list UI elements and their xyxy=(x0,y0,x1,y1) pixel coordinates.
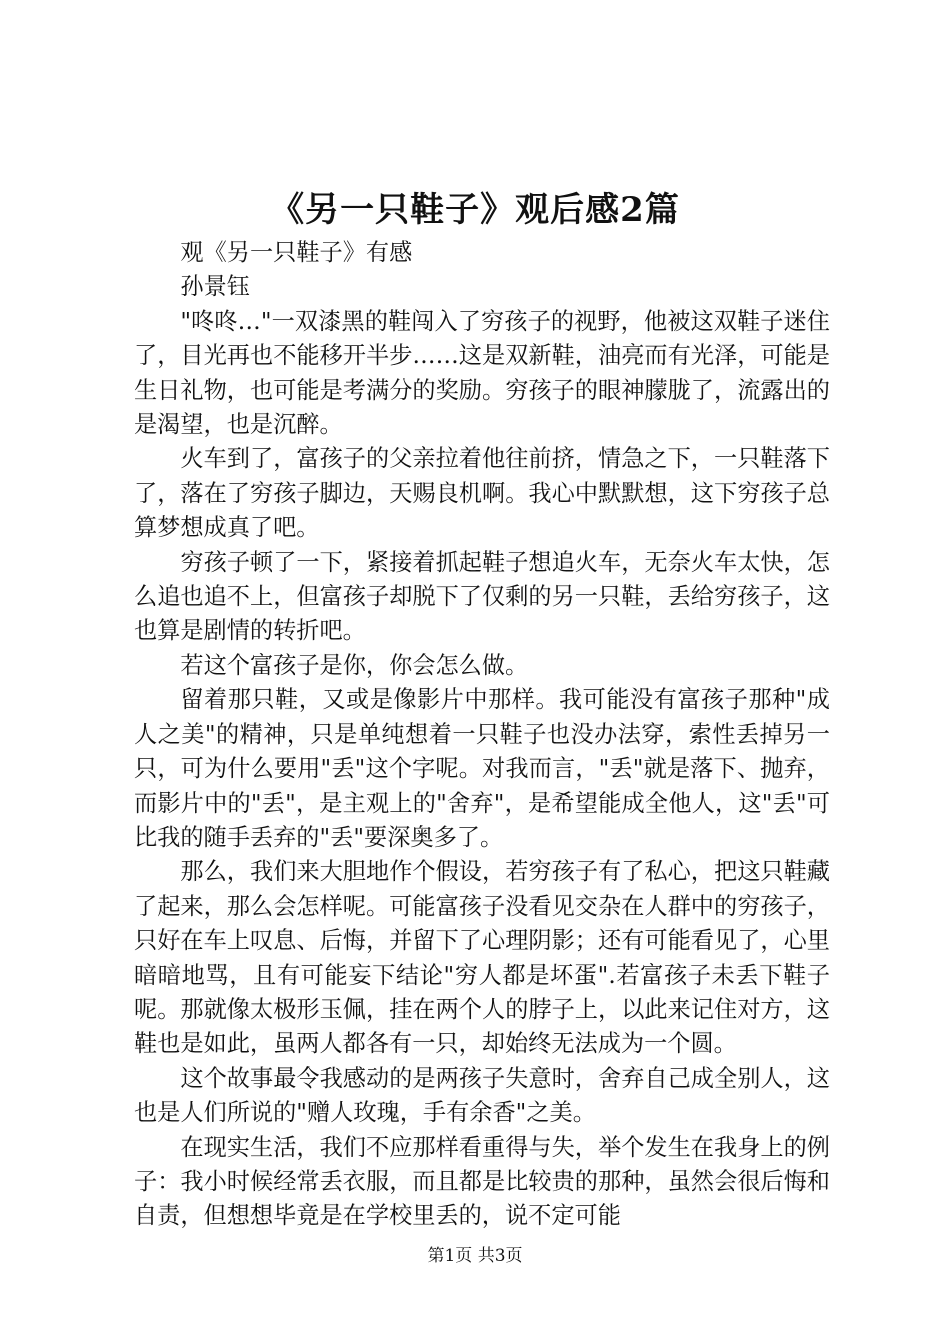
document-subtitle: 观《另一只鞋子》有感 xyxy=(180,239,413,266)
paragraph: 这个故事最令我感动的是两孩子失意时，舍弃自己成全别人，这也是人们所说的"赠人玫瑰，手有余香"之美。 xyxy=(134,1064,830,1127)
document-author: 孙景钰 xyxy=(180,273,250,301)
paragraph: 留着那只鞋，又或是像影片中那样。我可能没有富孩子那种"成人之美"的精神，只是单纯想着一只鞋子也没办法穿，索性丢掉另一只，可为什么要用"丢"这个字呢。对我而言，"丢"就是落下、抛弃，而影片中的"丢"，是主观上的"舍弃"，是希望能成全他人，这"丢"可比我的随手丢弃的"丢"要深奥多了。 xyxy=(134,686,830,851)
paragraph: 穷孩子顿了一下，紧接着抓起鞋子想追火车，无奈火车太快，怎么追也追不上，但富孩子却脱下了仅剩的另一只鞋，丢给穷孩子，这也算是剧情的转折吧。 xyxy=(134,548,830,645)
page-number-footer: 第1页 共3页 xyxy=(427,1246,523,1266)
document-title: 《另一只鞋子》观后感2篇 xyxy=(270,190,680,230)
paragraph: 那么，我们来大胆地作个假设，若穷孩子有了私心，把这只鞋藏了起来，那么会怎样呢。可能富孩子没看见交杂在人群中的穷孩子，只好在车上叹息、后悔，并留下了心理阴影；还有可能看见了，心里暗暗地骂，且有可能妄下结论"穷人都是坏蛋".若富孩子未丢下鞋子呢。那就像太极形玉佩，挂在两个人的脖子上，以此来记住对方，这鞋也是如此，虽两人都各有一只，却始终无法成为一个圆。 xyxy=(134,858,830,1058)
paragraph: 若这个富孩子是你，你会怎么做。 xyxy=(180,651,529,679)
paragraph: 在现实生活，我们不应那样看重得与失，举个发生在我身上的例子：我小时候经常丢衣服，而且都是比较贵的那种，虽然会很后悔和自责，但想想毕竟是在学校里丢的，说不定可能 xyxy=(134,1133,830,1230)
document-body xyxy=(134,236,830,1234)
paragraph: 火车到了，富孩子的父亲拉着他往前挤，情急之下，一只鞋落下了，落在了穷孩子脚边，天赐良机啊。我心中默默想，这下穷孩子总算梦想成真了吧。 xyxy=(134,445,830,542)
paragraph: "咚咚…"一双漆黑的鞋闯入了穷孩子的视野，他被这双鞋子迷住了，目光再也不能移开半步……这是双新鞋，油亮而有光泽，可能是生日礼物，也可能是考满分的奖励。穷孩子的眼神朦胧了，流露出的是渴望，也是沉醉。 xyxy=(134,307,830,439)
